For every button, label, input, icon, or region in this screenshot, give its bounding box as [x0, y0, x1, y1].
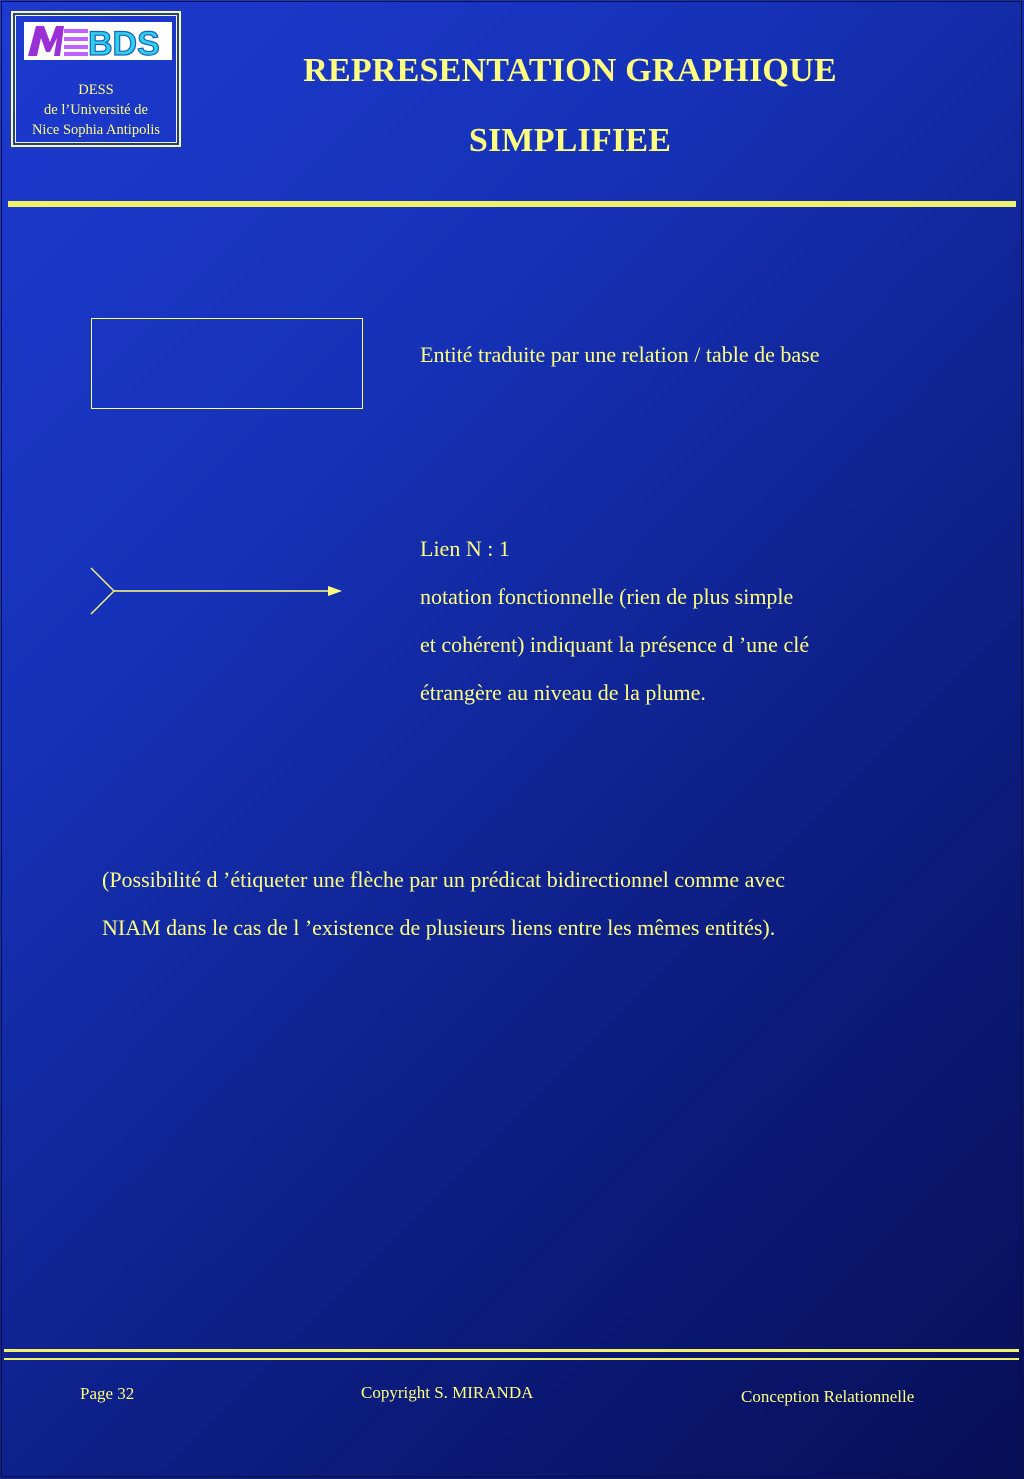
note-paragraph: [102, 856, 785, 952]
footer-divider: [4, 1349, 1019, 1352]
note-line: NIAM dans le cas de l ’existence de plusieurs liens entre les mêmes entités).: [102, 915, 776, 940]
logo-caption-line: Nice Sophia Antipolis: [31, 122, 161, 138]
link-description: [420, 525, 809, 717]
medbds-logo: [24, 22, 172, 60]
entity-caption: Entité traduite par une relation / table de base: [420, 342, 820, 367]
link-description-line: notation fonctionnelle (rien de plus simple: [420, 584, 794, 609]
footer-divider-thin: [4, 1358, 1019, 1360]
link-description-line: Lien N : 1: [420, 536, 510, 561]
link-arrow-symbol: [88, 564, 348, 618]
svg-text:BDS: BDS: [88, 25, 160, 60]
copyright: Copyright S. MIRANDA: [361, 1383, 534, 1402]
page-title-line-2: SIMPLIFIEE: [468, 122, 672, 159]
logo-caption-line: DESS: [78, 82, 114, 98]
page-title-line-1: REPRESENTATION GRAPHIQUE: [303, 52, 837, 89]
course-title: Conception Relationnelle: [741, 1387, 915, 1406]
logo-caption: [11, 80, 181, 140]
slide-frame: [1, 1, 1022, 1477]
page-number: Page 32: [80, 1384, 135, 1403]
note-line: (Possibilité d ’étiqueter une flèche par un prédicat bidirectionnel comme avec: [102, 867, 785, 892]
logo-caption-line: de l’Université de: [44, 102, 148, 118]
link-description-line: et cohérent) indiquant la présence d ’une clé: [420, 632, 810, 657]
link-description-line: étrangère au niveau de la plume.: [420, 680, 706, 705]
title-divider: [8, 201, 1016, 207]
entity-rectangle-symbol: [91, 318, 363, 409]
